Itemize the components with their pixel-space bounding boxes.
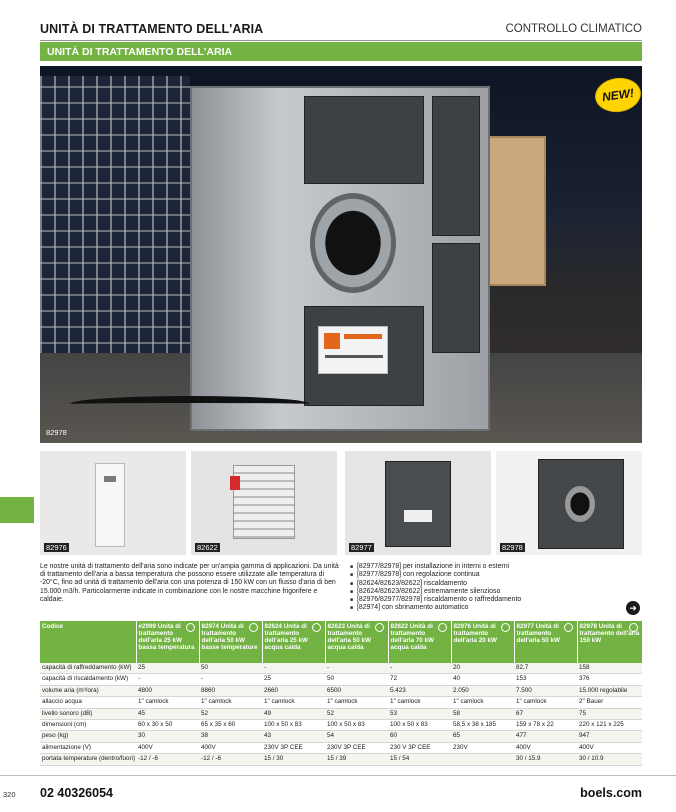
table-cell: 100 x 50 x 83 [262, 720, 325, 731]
table-cell: 2" Bauer [577, 697, 642, 708]
table-row [40, 685, 642, 696]
table-cell: 400V [514, 742, 577, 753]
table-cell: 54 [325, 731, 388, 742]
feature-item: ■ [82977/82978] per installazione in interni o esterni [350, 563, 630, 571]
row-label: livello sonoro (dB) [40, 708, 136, 719]
product-description: Le nostre unità di trattamento dell'aria sono indicate per un'ampia gamma di applicazioni. Da unità di trattamento dell'aria a bassa temperatura che possono essere utilizzate alle temperatura di -20°C, fino ad unità di trattamento dell'aria con una potenza di 150 kW con un flusso d'aria di ben 15.000 m3/h. Particolarmente indicate in combinazione con le nostre macchine frigorifere e caldaie. [40, 563, 339, 603]
table-cell: 65 [451, 731, 514, 742]
table-cell: - [199, 674, 262, 685]
table-cell: 230 V 3P CEE [388, 742, 451, 753]
column-header-product [577, 621, 642, 663]
table-body [40, 663, 642, 765]
table-cell: 7.500 [514, 685, 577, 696]
table-cell: 1" camlock [262, 697, 325, 708]
table-cell: 25 [136, 663, 199, 674]
column-header-label: 82976 Unità di trattamento dell'aria 20 kW [453, 623, 497, 645]
table-cell: 15 / 54 [388, 754, 451, 765]
table-cell: 30 [136, 731, 199, 742]
table-cell: - [388, 663, 451, 674]
duct-ring [565, 486, 595, 522]
column-header-product [262, 621, 325, 663]
table-cell: 1" camlock [325, 697, 388, 708]
thumbnail-code: 82977 [351, 543, 372, 552]
table-cell: 15.000 regolabile [577, 685, 642, 696]
table-cell: -12 / -6 [136, 754, 199, 765]
thumbnail-82978[interactable] [496, 451, 642, 555]
table-cell: 52 [325, 708, 388, 719]
table-cell: 49 [262, 708, 325, 719]
table-cell: 50 [325, 674, 388, 685]
section-side-tab [0, 497, 34, 523]
table-row [40, 720, 642, 731]
table-cell: 75 [577, 708, 642, 719]
thumbnail-82622[interactable] [191, 451, 337, 555]
table-cell: 30 / 15.9 [514, 754, 577, 765]
large-unit-graphic [538, 459, 624, 549]
air-handling-unit-graphic [190, 86, 490, 431]
table-cell: 100 x 50 x 83 [325, 720, 388, 731]
column-header-product [199, 621, 262, 663]
table-cell: 15 / 39 [325, 754, 388, 765]
table-cell: 477 [514, 731, 577, 742]
table-cell: 20 [451, 663, 514, 674]
column-header-label: 82977 Unità di trattamento dell'aria 50 kW [516, 623, 560, 645]
thumbnail-code: 82976 [46, 543, 67, 552]
row-label: capacità di riscaldamento (kW) [40, 674, 136, 685]
section-title: CONTROLLO CLIMATICO [505, 23, 642, 35]
feature-item: ■ [82974] con sbrinamento automatico [350, 604, 630, 612]
fence-graphic [40, 76, 190, 376]
table-cell: 60 x 30 x 50 [136, 720, 199, 731]
table-cell: 230V [451, 742, 514, 753]
table-cell: 45 [136, 708, 199, 719]
info-circle-icon [375, 623, 384, 632]
info-circle-icon [438, 623, 447, 632]
info-circle-icon [501, 623, 510, 632]
page-footer [0, 775, 676, 812]
info-circle-icon [312, 623, 321, 632]
unit-panel-top [304, 96, 424, 184]
table-cell: 220 x 121 x 225 [577, 720, 642, 731]
table-row [40, 663, 642, 674]
info-circle-icon [629, 623, 638, 632]
specifications-table [40, 621, 643, 766]
table-cell: 2.050 [451, 685, 514, 696]
table-row [40, 708, 642, 719]
header-divider [40, 40, 642, 41]
table-cell: 72 [388, 674, 451, 685]
table-cell: 30 / 10.9 [577, 754, 642, 765]
table-cell: - [136, 674, 199, 685]
unit-label [404, 510, 432, 522]
row-label: capacità di raffreddamento (kW) [40, 663, 136, 674]
table-cell: - [325, 663, 388, 674]
table-cell: 153 [514, 674, 577, 685]
cabinet-unit-graphic [95, 463, 125, 547]
table-row [40, 697, 642, 708]
column-header-product [514, 621, 577, 663]
table-cell: 52 [199, 708, 262, 719]
row-label: dimensioni (cm) [40, 720, 136, 731]
brand-logo-graphic [318, 326, 388, 374]
table-cell: 5.423 [388, 685, 451, 696]
hose-graphic [70, 396, 310, 412]
website-link[interactable]: boels.com [580, 786, 642, 800]
table-cell [451, 754, 514, 765]
column-header-product [325, 621, 388, 663]
table-cell: 4800 [136, 685, 199, 696]
air-duct-opening [310, 193, 396, 293]
column-header-label: 82974 Unità di trattamento dell'aria 50 kW basse temperature [201, 623, 258, 652]
info-circle-icon [249, 623, 258, 632]
table-cell: 400V [136, 742, 199, 753]
table-cell: 65 x 35 x 60 [199, 720, 262, 731]
table-cell: 1" camlock [136, 697, 199, 708]
arrow-right-icon: ➜ [626, 601, 640, 615]
thumbnail-code: 82622 [197, 543, 218, 552]
info-circle-icon [186, 623, 195, 632]
logo-mark [324, 333, 340, 349]
table-cell: 58,5 x 38 x 185 [451, 720, 514, 731]
hero-image [40, 66, 642, 443]
page-title: UNITÀ DI TRATTAMENTO DELL'ARIA [40, 22, 264, 36]
column-header-product [388, 621, 451, 663]
table-row [40, 674, 642, 685]
hero-code: 82978 [46, 428, 67, 437]
table-header-row [40, 621, 642, 663]
table-cell: 1" camlock [388, 697, 451, 708]
thumbnail-code: 82978 [502, 543, 523, 552]
display-panel [104, 476, 116, 482]
page-header [40, 22, 642, 40]
heater-unit-graphic [233, 465, 295, 539]
table-cell: 230V 3P CEE [262, 742, 325, 753]
table-cell: 158 [577, 663, 642, 674]
feature-item: ■ [82624/82623/82622] riscaldamento [350, 580, 630, 588]
table-cell: 43 [262, 731, 325, 742]
table-cell: 400V [199, 742, 262, 753]
new-badge: NEW! [593, 75, 643, 115]
table-cell: 8860 [199, 685, 262, 696]
table-cell: 40 [451, 674, 514, 685]
feature-item: ■ [82976/82977/82978] riscaldamento o raffreddamento [350, 596, 630, 604]
feature-item: ■ [82977/82978] con regolazione continua [350, 571, 630, 579]
table-cell: 1" camlock [514, 697, 577, 708]
logo-subtext-line [325, 355, 383, 358]
compact-unit-graphic [385, 461, 451, 547]
column-header-label: 82978 Unità di trattamento dell'aria 150 kW [579, 623, 640, 645]
table-cell: - [262, 663, 325, 674]
column-header-label: 82622 Unità di trattamento dell'aria 70 kW acqua calda [390, 623, 434, 652]
logo-text-line [344, 334, 382, 339]
column-header-label: Codice [42, 623, 63, 630]
feature-item: ■ [82624/82623/82622] estremamente silenzioso [350, 588, 630, 596]
column-header-product [451, 621, 514, 663]
table-row [40, 742, 642, 753]
table-cell: 2660 [262, 685, 325, 696]
table-cell: 67 [514, 708, 577, 719]
row-label: portata temperature (dentro/fuori) [40, 754, 136, 765]
table-cell: 38 [199, 731, 262, 742]
table-cell: 82,7 [514, 663, 577, 674]
column-header-label: 82624 Unità di trattamento dell'aria 25 kW acqua calda [264, 623, 308, 652]
table-cell: 6500 [325, 685, 388, 696]
table-cell: 376 [577, 674, 642, 685]
row-label: alimentazione (V) [40, 742, 136, 753]
product-thumbnails [40, 451, 642, 555]
row-label: volume aria (m³/ora) [40, 685, 136, 696]
table-cell: 947 [577, 731, 642, 742]
column-header-code [40, 621, 136, 663]
unit-panel-side-bottom [432, 243, 480, 353]
table-cell: 50 [199, 663, 262, 674]
table-cell: -12 / -6 [199, 754, 262, 765]
table-cell: 100 x 50 x 83 [388, 720, 451, 731]
table-cell: 400V [577, 742, 642, 753]
table-cell: 60 [388, 731, 451, 742]
table-cell: 159 x 78 x 22 [514, 720, 577, 731]
column-header-product [136, 621, 199, 663]
table-cell: 25 [262, 674, 325, 685]
info-circle-icon [564, 623, 573, 632]
table-row [40, 754, 642, 765]
table-cell: 58 [451, 708, 514, 719]
page-number: 320 [3, 790, 16, 799]
thumbnail-82976[interactable] [40, 451, 186, 555]
table-cell: 1" camlock [199, 697, 262, 708]
table-cell: 15 / 30 [262, 754, 325, 765]
table-row [40, 731, 642, 742]
column-header-label: #2999 Unità di trattamento dell'aria 25 kW bassa temperatura [138, 623, 195, 652]
table-cell: 230V 3P CEE [325, 742, 388, 753]
phone-number[interactable]: 02 40326054 [40, 786, 113, 800]
table-cell: 53 [388, 708, 451, 719]
row-label: allaccio acqua [40, 697, 136, 708]
table-cell: 1" camlock [451, 697, 514, 708]
feature-list [350, 563, 630, 613]
unit-panel-side-top [432, 96, 480, 236]
thumbnail-82977[interactable] [345, 451, 491, 555]
control-box [230, 476, 240, 490]
row-label: peso (kg) [40, 731, 136, 742]
column-header-label: 82623 Unità di trattamento dell'aria 50 kW acqua calda [327, 623, 371, 652]
category-band: UNITÀ DI TRATTAMENTO DELL'ARIA [40, 42, 642, 61]
